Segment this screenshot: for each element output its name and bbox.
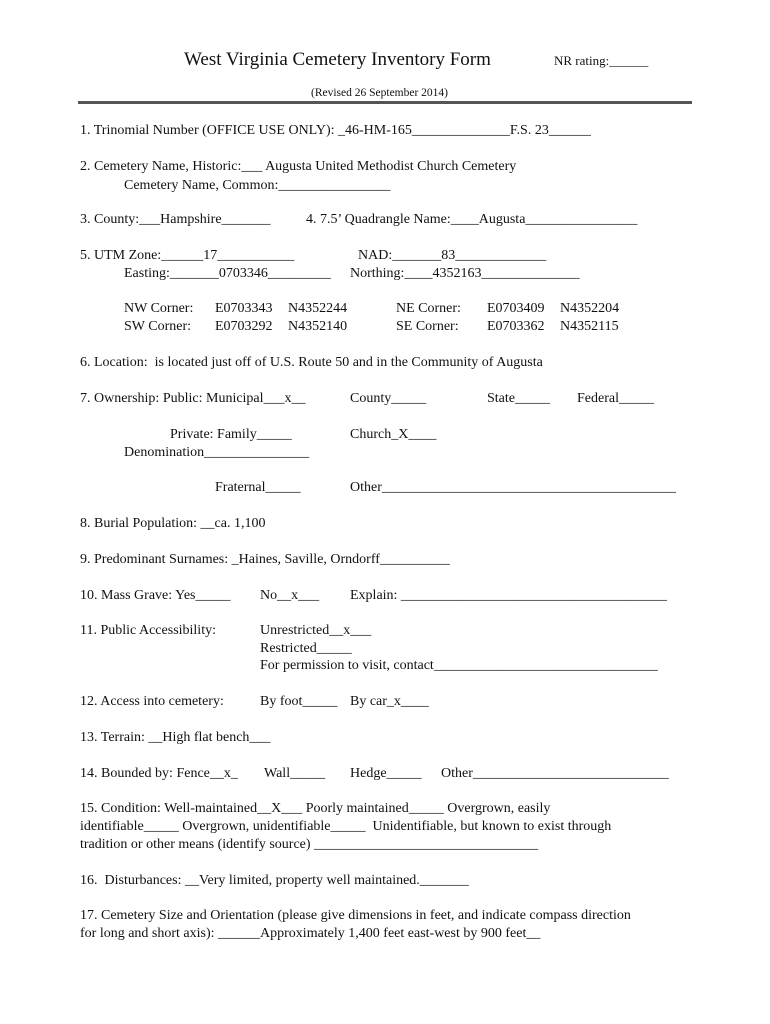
cemetery-name-historic-field: 2. Cemetery Name, Historic:___ Augusta United Methodist Church Cemetery	[80, 159, 517, 174]
nw-corner-northing: N4352244	[288, 301, 348, 316]
sw-corner-label: SW Corner:	[124, 319, 192, 334]
se-corner-label: SE Corner:	[396, 319, 459, 334]
accessibility-unrestricted: Unrestricted__x___	[260, 623, 372, 638]
nad-field: NAD:_______83_____________	[358, 248, 547, 263]
size-orientation-line-2: for long and short axis): ______Approximately 1,400 feet east-west by 900 feet__	[80, 926, 541, 941]
ownership-federal: Federal_____	[577, 391, 654, 406]
accessibility-permission-contact: For permission to visit, contact________________________________	[260, 658, 658, 673]
nw-corner-label: NW Corner:	[124, 301, 194, 316]
disturbances-field: 16. Disturbances: __Very limited, property well maintained._______	[80, 873, 469, 888]
mass-grave-no: No__x___	[260, 588, 320, 603]
northing-field: Northing:____4352163______________	[350, 266, 580, 281]
bounded-by-wall: Wall_____	[264, 766, 326, 781]
se-corner-easting: E0703362	[487, 319, 545, 334]
sw-corner-easting: E0703292	[215, 319, 273, 334]
revision-date: (Revised 26 September 2014)	[311, 87, 449, 99]
header-divider	[78, 101, 692, 104]
mass-grave-yes: 10. Mass Grave: Yes_____	[80, 588, 231, 603]
form-title: West Virginia Cemetery Inventory Form	[184, 49, 491, 70]
utm-zone-field: 5. UTM Zone:______17___________	[80, 248, 295, 263]
condition-line-2: identifiable_____ Overgrown, unidentifiable_____ Unidentifiable, but known to exist through	[80, 819, 612, 834]
county-field: 3. County:___Hampshire_______	[80, 212, 271, 227]
ownership-private-family: Private: Family_____	[170, 427, 292, 442]
trinomial-number-field: 1. Trinomial Number (OFFICE USE ONLY): _46-HM-165______________F.S. 23______	[80, 123, 591, 138]
burial-population-field: 8. Burial Population: __ca. 1,100	[80, 516, 266, 531]
condition-line-3: tradition or other means (identify source) ________________________________	[80, 837, 539, 852]
bounded-by-fence: 14. Bounded by: Fence__x_	[80, 766, 238, 781]
access-into-cemetery-label: 12. Access into cemetery:	[80, 694, 224, 709]
cemetery-name-common-field: Cemetery Name, Common:________________	[124, 178, 391, 193]
sw-corner-northing: N4352140	[288, 319, 348, 334]
public-accessibility-label: 11. Public Accessibility:	[80, 623, 216, 638]
ownership-denomination: Denomination_______________	[124, 445, 310, 460]
terrain-field: 13. Terrain: __High flat bench___	[80, 730, 271, 745]
size-orientation-line-1: 17. Cemetery Size and Orientation (please give dimensions in feet, and indicate compass direction	[80, 908, 631, 923]
ne-corner-label: NE Corner:	[396, 301, 461, 316]
ownership-fraternal: Fraternal_____	[215, 480, 301, 495]
ownership-other: Other__________________________________________	[350, 480, 676, 495]
ownership-church: Church_X____	[350, 427, 437, 442]
ownership-state: State_____	[487, 391, 550, 406]
ownership-public-municipal: 7. Ownership: Public: Municipal___x__	[80, 391, 306, 406]
access-by-foot: By foot_____	[260, 694, 338, 709]
bounded-by-other: Other____________________________	[441, 766, 669, 781]
ne-corner-northing: N4352204	[560, 301, 620, 316]
access-by-car: By car_x____	[350, 694, 429, 709]
ne-corner-easting: E0703409	[487, 301, 545, 316]
ownership-county: County_____	[350, 391, 427, 406]
accessibility-restricted: Restricted_____	[260, 641, 352, 656]
se-corner-northing: N4352115	[560, 319, 619, 334]
location-field: 6. Location: is located just off of U.S. Route 50 and in the Community of Augusta	[80, 355, 543, 370]
nr-rating: NR rating:______	[554, 53, 649, 68]
condition-line-1: 15. Condition: Well-maintained__X___ Poorly maintained_____ Overgrown, easily	[80, 801, 551, 816]
quadrangle-name-field: 4. 7.5’ Quadrangle Name:____Augusta________________	[306, 212, 638, 227]
easting-field: Easting:_______0703346_________	[124, 266, 331, 281]
mass-grave-explain: Explain: ______________________________________	[350, 588, 667, 603]
bounded-by-hedge: Hedge_____	[350, 766, 422, 781]
nw-corner-easting: E0703343	[215, 301, 273, 316]
predominant-surnames-field: 9. Predominant Surnames: _Haines, Saville, Orndorff__________	[80, 552, 450, 567]
